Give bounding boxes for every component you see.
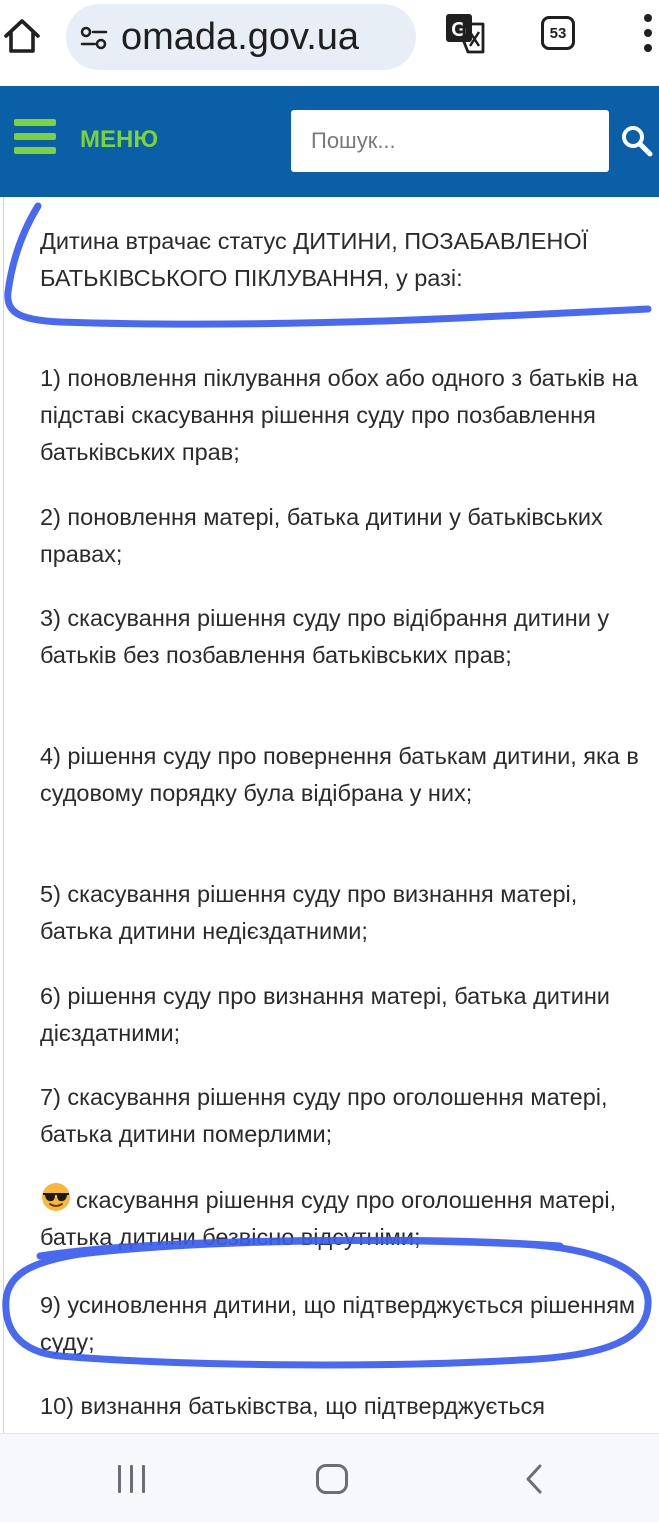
home-icon[interactable]	[316, 1464, 348, 1494]
list-item: 5) скасування рішення суду про визнання матері, батька дитини недієздатними;	[40, 881, 578, 944]
tab-count: 53	[549, 24, 567, 42]
home-icon[interactable]	[2, 16, 42, 56]
hamburger-menu-icon[interactable]	[14, 119, 56, 155]
list-item-text: скасування рішення суду про оголошення матері, батька дитини безвісно відсутніми;	[40, 1187, 617, 1250]
list-item: 9) усиновлення дитини, що підтверджується рішенням суду;	[40, 1292, 636, 1355]
list-item: 1) поновлення піклування обох або одного з батьків на підставі скасування рішення суду про позбавлення батьківських прав;	[40, 365, 638, 465]
intro-paragraph: Дитина втрачає статус ДИТИНИ, ПОЗАБАВЛЕНОЇ БАТЬКІВСЬКОГО ПІКЛУВАННЯ, у разі:	[40, 228, 589, 291]
address-bar[interactable]	[66, 4, 416, 70]
translate-icon[interactable]	[444, 12, 486, 54]
list-item: 4) рішення суду про повернення батькам дитини, яка в судовому порядку була відібрана у них;	[40, 743, 639, 806]
menu-button[interactable]: МЕНЮ	[80, 126, 159, 153]
list-item: 3) скасування рішення суду про відібрання дитини у батьків без позбавлення батьківських прав;	[40, 605, 610, 668]
browser-toolbar	[0, 0, 659, 86]
svg-text:G: G	[451, 19, 467, 41]
list-item: 2) поновлення матері, батька дитини у батьківських правах;	[40, 504, 603, 567]
list-item-8	[40, 1182, 640, 1256]
sunglasses-emoji-icon	[40, 1182, 72, 1212]
site-header	[0, 86, 659, 197]
url-text[interactable]: omada.gov.ua	[121, 16, 360, 58]
search-icon[interactable]	[620, 124, 654, 158]
back-icon[interactable]	[520, 1462, 550, 1496]
list-item: 10) визнання батьківства, що підтверджується	[40, 1393, 546, 1419]
tabs-icon[interactable]	[541, 16, 575, 50]
recent-apps-icon[interactable]	[116, 1465, 148, 1493]
list-item: 7) скасування рішення суду про оголошення матері, батька дитини померлими;	[40, 1084, 608, 1147]
site-settings-icon[interactable]	[80, 24, 108, 52]
list-item: 6) рішення суду про визнання матері, батька дитини дієздатними;	[40, 983, 610, 1046]
search-input[interactable]	[291, 110, 609, 172]
system-navigation-bar	[0, 1433, 659, 1522]
more-vert-icon[interactable]	[640, 14, 659, 54]
article-content	[0, 197, 659, 1433]
